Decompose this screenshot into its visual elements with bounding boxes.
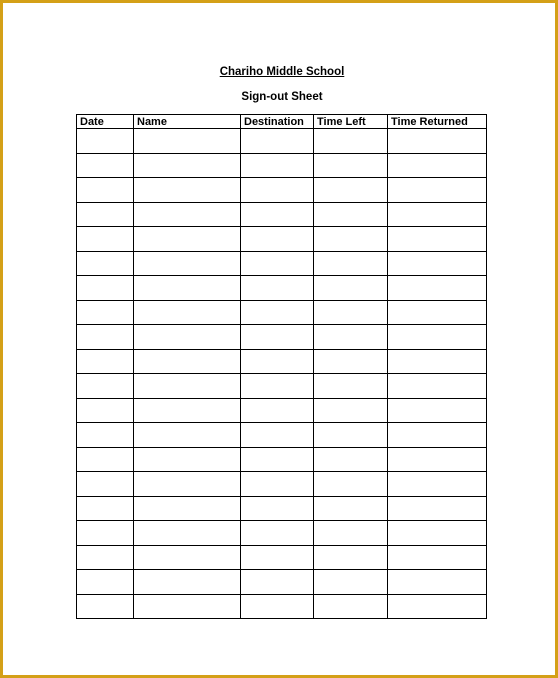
table-cell bbox=[134, 496, 241, 521]
table-cell bbox=[314, 570, 388, 595]
table-row bbox=[77, 472, 487, 497]
table-cell bbox=[388, 153, 487, 178]
table-cell bbox=[241, 472, 314, 497]
table-cell bbox=[77, 594, 134, 619]
table-row bbox=[77, 349, 487, 374]
table-row bbox=[77, 594, 487, 619]
table-cell bbox=[388, 227, 487, 252]
table-cell bbox=[241, 570, 314, 595]
table-cell bbox=[388, 325, 487, 350]
table-row bbox=[77, 423, 487, 448]
table-cell bbox=[388, 545, 487, 570]
table-cell bbox=[314, 374, 388, 399]
table-cell bbox=[77, 276, 134, 301]
table-cell bbox=[134, 545, 241, 570]
school-title bbox=[3, 66, 558, 78]
column-header-date: Date bbox=[77, 115, 134, 129]
sheet-title: Sign-out Sheet bbox=[241, 91, 323, 103]
column-header-destination: Destination bbox=[241, 115, 314, 129]
table-body bbox=[77, 129, 487, 619]
column-header-name: Name bbox=[134, 115, 241, 129]
table-cell bbox=[134, 202, 241, 227]
table-cell bbox=[388, 276, 487, 301]
table-cell bbox=[388, 472, 487, 497]
table-cell bbox=[134, 300, 241, 325]
table-cell bbox=[388, 349, 487, 374]
table-cell bbox=[77, 545, 134, 570]
table-cell bbox=[241, 521, 314, 546]
school-title-text: Chariho Middle School bbox=[219, 66, 345, 78]
signout-table bbox=[76, 114, 487, 619]
table-cell bbox=[314, 153, 388, 178]
table-cell bbox=[77, 496, 134, 521]
table-cell bbox=[134, 349, 241, 374]
table-cell bbox=[77, 325, 134, 350]
table-cell bbox=[77, 129, 134, 154]
table-cell bbox=[241, 300, 314, 325]
table-row bbox=[77, 447, 487, 472]
table-cell bbox=[314, 447, 388, 472]
table-row bbox=[77, 227, 487, 252]
table-cell bbox=[77, 398, 134, 423]
table-cell bbox=[241, 447, 314, 472]
table-cell bbox=[314, 251, 388, 276]
table-cell bbox=[134, 423, 241, 448]
table-row bbox=[77, 570, 487, 595]
table-cell bbox=[314, 178, 388, 203]
column-header-time-returned: Time Returned bbox=[388, 115, 487, 129]
table-cell bbox=[388, 374, 487, 399]
table-row bbox=[77, 545, 487, 570]
table-row bbox=[77, 521, 487, 546]
table-cell bbox=[241, 251, 314, 276]
table-cell bbox=[77, 178, 134, 203]
table-row bbox=[77, 153, 487, 178]
table-cell bbox=[241, 423, 314, 448]
table-cell bbox=[134, 178, 241, 203]
table-row bbox=[77, 398, 487, 423]
table-cell bbox=[314, 423, 388, 448]
table-cell bbox=[314, 349, 388, 374]
table-cell bbox=[241, 325, 314, 350]
table-cell bbox=[77, 521, 134, 546]
table-cell bbox=[77, 570, 134, 595]
table-cell bbox=[314, 398, 388, 423]
table-cell bbox=[314, 521, 388, 546]
table-cell bbox=[134, 521, 241, 546]
table-cell bbox=[77, 251, 134, 276]
table-cell bbox=[388, 178, 487, 203]
table-row bbox=[77, 496, 487, 521]
table-cell bbox=[134, 447, 241, 472]
table-cell bbox=[77, 300, 134, 325]
table-cell bbox=[314, 300, 388, 325]
header-row bbox=[77, 115, 487, 129]
table-cell bbox=[134, 251, 241, 276]
table-cell bbox=[241, 398, 314, 423]
table-cell bbox=[241, 545, 314, 570]
table-cell bbox=[314, 227, 388, 252]
table-cell bbox=[134, 374, 241, 399]
table-cell bbox=[241, 227, 314, 252]
table-cell bbox=[314, 496, 388, 521]
column-header-time-left: Time Left bbox=[314, 115, 388, 129]
table-row bbox=[77, 325, 487, 350]
table-row bbox=[77, 129, 487, 154]
table-cell bbox=[241, 594, 314, 619]
table-cell bbox=[134, 129, 241, 154]
table-cell bbox=[241, 374, 314, 399]
table-cell bbox=[314, 202, 388, 227]
table-cell bbox=[134, 594, 241, 619]
table-cell bbox=[77, 202, 134, 227]
table-cell bbox=[241, 276, 314, 301]
table-cell bbox=[314, 276, 388, 301]
table-cell bbox=[134, 227, 241, 252]
table-cell bbox=[388, 251, 487, 276]
table-cell bbox=[314, 594, 388, 619]
table-cell bbox=[388, 496, 487, 521]
table-cell bbox=[388, 202, 487, 227]
table-cell bbox=[388, 570, 487, 595]
table-cell bbox=[241, 178, 314, 203]
table-cell bbox=[134, 153, 241, 178]
table-row bbox=[77, 251, 487, 276]
table-cell bbox=[314, 325, 388, 350]
table-row bbox=[77, 276, 487, 301]
table-cell bbox=[241, 129, 314, 154]
table-cell bbox=[77, 423, 134, 448]
table-cell bbox=[388, 423, 487, 448]
table-cell bbox=[314, 472, 388, 497]
table-cell bbox=[314, 545, 388, 570]
table-cell bbox=[388, 447, 487, 472]
table-cell bbox=[388, 129, 487, 154]
table-cell bbox=[134, 398, 241, 423]
table-cell bbox=[77, 349, 134, 374]
table-row bbox=[77, 300, 487, 325]
table-cell bbox=[388, 521, 487, 546]
table-cell bbox=[77, 447, 134, 472]
table-cell bbox=[77, 374, 134, 399]
table-cell bbox=[134, 472, 241, 497]
table-cell bbox=[134, 276, 241, 301]
table-cell bbox=[77, 153, 134, 178]
table-cell bbox=[241, 496, 314, 521]
table-cell bbox=[241, 153, 314, 178]
table-row bbox=[77, 178, 487, 203]
table-cell bbox=[134, 325, 241, 350]
table-cell bbox=[314, 129, 388, 154]
table-row bbox=[77, 374, 487, 399]
table-cell bbox=[77, 227, 134, 252]
table-cell bbox=[77, 472, 134, 497]
table-cell bbox=[388, 594, 487, 619]
table-cell bbox=[134, 570, 241, 595]
table-cell bbox=[388, 300, 487, 325]
table-cell bbox=[241, 349, 314, 374]
table-cell bbox=[388, 398, 487, 423]
table-cell bbox=[241, 202, 314, 227]
table-row bbox=[77, 202, 487, 227]
